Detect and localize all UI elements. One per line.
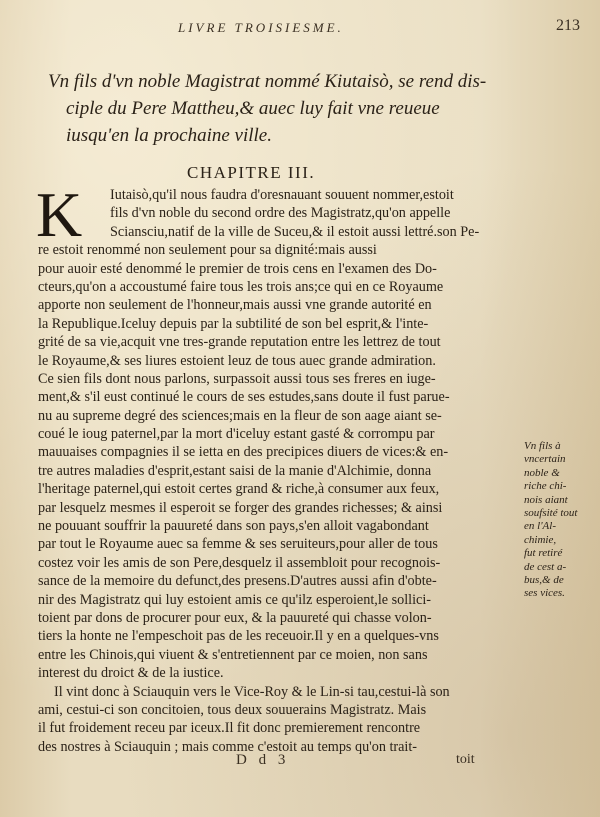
body-line: Sciansciu,natif de la ville de Suceu,& il estoit aussi lettré.son Pe- xyxy=(110,223,480,240)
body-line: tiers la honte ne l'empeschoit pas de les receuoir.Il y en a quelques-vns xyxy=(38,628,439,645)
margin-note-line: de cest a- xyxy=(524,560,567,573)
body-line: le Royaume,& ses liures estoient leuz de tous auec grande admiration. xyxy=(38,352,436,369)
body-line: nu au supreme degré des sciences;mais en la fleur de son aage aiant se- xyxy=(38,407,442,424)
chapter-title: CHAPITRE III. xyxy=(187,163,316,182)
summary-line: ciple du Pere Mattheu,& auec luy fait vne reueue xyxy=(66,98,440,119)
catchword: toit xyxy=(456,752,475,767)
running-head: LIVRE TROISIESME. xyxy=(178,20,344,35)
margin-note-line: riche chi- xyxy=(524,480,567,493)
margin-note-line: ses vices. xyxy=(524,587,565,600)
body-line: il fut froidement receu par iceux.Il fit donc premierement rencontre xyxy=(38,720,421,737)
margin-note-line: noble & xyxy=(524,466,560,479)
summary-line: iusqu'en la prochaine ville. xyxy=(66,125,272,146)
margin-note-line: soufsité tout xyxy=(524,507,578,520)
body-line: apporte non seulement de l'honneur,mais aussi vne grande autorité en xyxy=(38,297,432,314)
margin-note-line: Vn fils à xyxy=(524,440,561,452)
body-line: sance de la memoire du defunct,des presens.D'autres aussi afin d'obte- xyxy=(38,573,437,590)
body-line: tre autres maladies d'esprit,estant saisi de la manie d'Alchimie, donna xyxy=(38,462,432,479)
body-line: mauuaises compagnies il se ietta en des precipices diuers de vices:& en- xyxy=(38,444,449,461)
signature-mark: D d 3 xyxy=(236,752,290,768)
body-text xyxy=(36,179,514,756)
page-number: 213 xyxy=(556,17,580,34)
body-line: ment,& s'il eust continué le cours de ses estudes,sans doute il fust parue- xyxy=(38,389,450,406)
body-line: fils d'vn noble du second ordre des Magistratz,qu'on appelle xyxy=(110,205,451,222)
body-line: la Republique.Iceluy depuis par la subtilité de son bel esprit,& l'inte- xyxy=(38,315,429,332)
body-line: pour auoir esté denommé le premier de trois cens en l'examen des Do- xyxy=(38,260,437,277)
body-line: coué le ioug paternel,par la mort d'iceluy estant gasté & corrompu par xyxy=(38,426,435,443)
margin-note-line: chimie, xyxy=(524,533,557,546)
chapter-summary xyxy=(48,68,518,149)
margin-note-line: en l'Al- xyxy=(524,520,556,533)
body-line: grité de sa vie,acquit vne tres-grande reputation entre les lettrez de tout xyxy=(38,334,441,351)
summary-line: Vn fils d'vn noble Magistrat nommé Kiutaisò, se rend dis- xyxy=(48,71,487,92)
body-line: ne pouuant souffrir la pauureté dans son pays,s'en alloit vagabondant xyxy=(38,518,429,535)
body-line: l'heritage paternel,qui estoit certes grand & riche,à consumer aux feux, xyxy=(38,481,440,498)
body-line: interest du droict & de la iustice. xyxy=(38,665,224,682)
body-line: par lesquelz mesmes il esperoit se forger des grandes richesses; & ainsi xyxy=(38,499,443,516)
margin-note-line: nois aiant xyxy=(524,493,568,506)
body-line: Ce sien fils dont nous parlons, surpassoit aussi tous ses freres en iuge- xyxy=(38,370,436,387)
body-line: toient par dons de procurer pour eux, & la pauureté qui chasse volon- xyxy=(38,609,432,626)
body-line: ami, cestui-ci son concitoien, tous deux souuerains Magistratz. Mais xyxy=(38,701,427,718)
margin-note-line: fut retiré xyxy=(524,547,563,560)
body-line: des nostres à Sciauquin ; mais comme c'estoit au temps qu'on trait- xyxy=(38,738,418,755)
body-line: costez voir les amis de son Pere,desquelz il assembloit pour recognois- xyxy=(38,554,441,571)
body-line: re estoit renommé non seulement pour sa dignité:mais aussi xyxy=(38,242,377,259)
body-line: Iutaisò,qu'il nous faudra d'oresnauant souuent nommer,estoit xyxy=(110,187,454,203)
margin-note-line: vncertain xyxy=(524,453,566,466)
body-line: entre les Chinois,qui viuent & s'entretiennent par ce moien, non sans xyxy=(38,646,428,663)
margin-note-line: bus,& de xyxy=(524,574,564,587)
body-line: cteurs,qu'on a accoustumé faire tous les trois ans;ce qui en ce Royaume xyxy=(38,278,444,295)
margin-note xyxy=(524,440,590,601)
body-line: Il vint donc à Sciauquin vers le Vice-Roy & le Lin-si tau,cestui-là son xyxy=(54,683,450,700)
drop-cap: K xyxy=(36,179,83,250)
body-line: nir des Magistratz qui luy estoient amis ce qu'ilz esperoient,le sollici- xyxy=(38,591,432,608)
body-line: par tout le Royaume auec sa femme & ses seruiteurs,pour aller de tous xyxy=(38,536,438,553)
